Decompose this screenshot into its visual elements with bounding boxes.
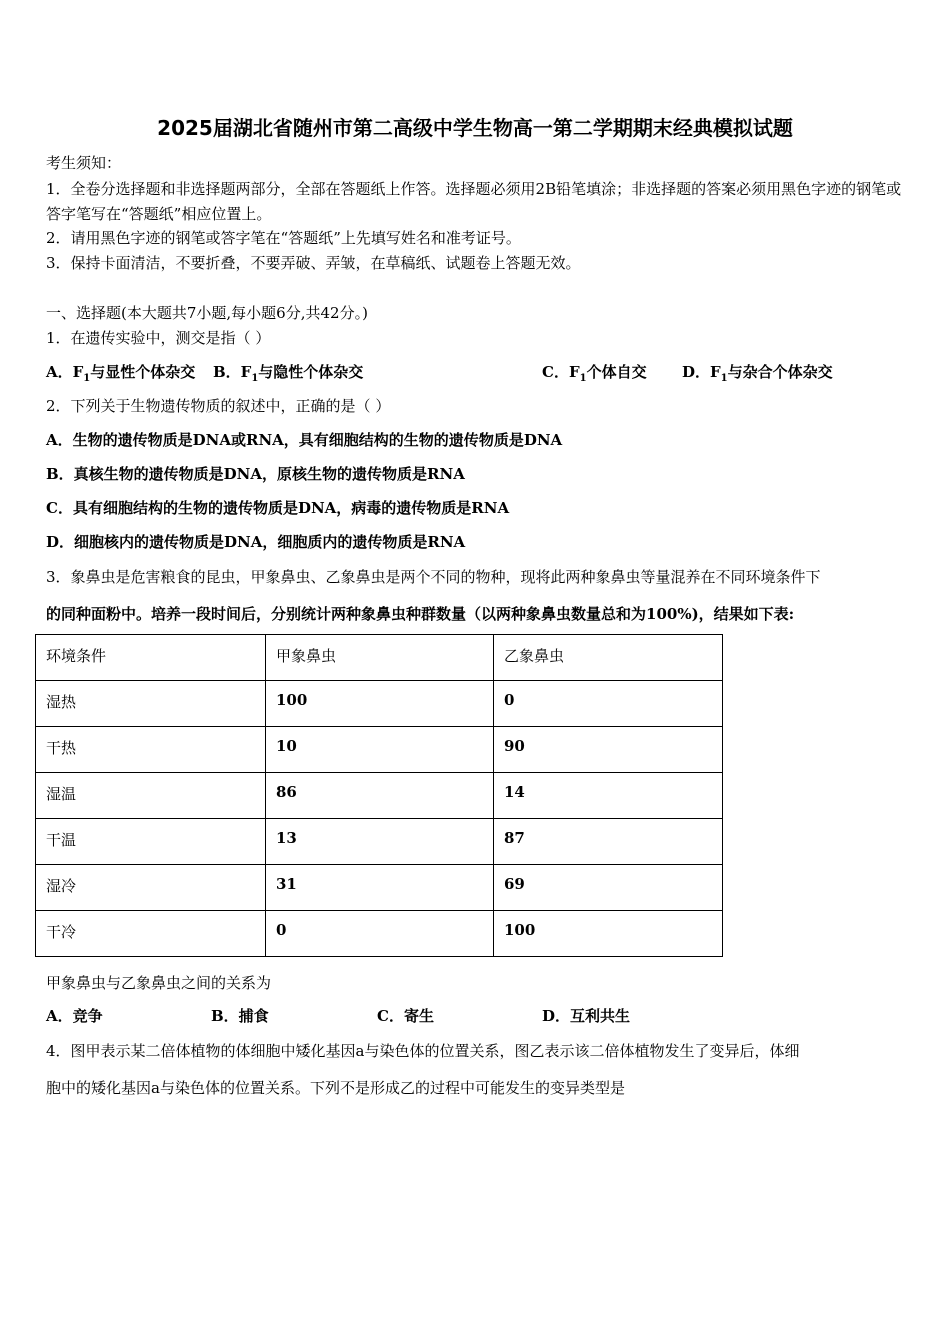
table-cell: 干冷 bbox=[36, 911, 266, 957]
table-cell: 69 bbox=[494, 865, 723, 911]
q1-option-d: D．$F_1$与杂合个体杂交 bbox=[682, 363, 833, 384]
q1-option-c: C．$F_1$个体自交 bbox=[542, 363, 647, 384]
q3-option-b: B．捕食 bbox=[211, 1007, 269, 1025]
table-row bbox=[36, 681, 723, 727]
q2-stem: 2．下列关于生物遗传物质的叙述中，正确的是（ ） bbox=[46, 397, 391, 415]
q4-stem-line1: 4．图甲表示某二倍体植物的体细胞中矮化基因a与染色体的位置关系，图乙表示该二倍体植物发生了变异后，体细 bbox=[46, 1042, 800, 1060]
q2-option-c: C．具有细胞结构的生物的遗传物质是DNA，病毒的遗传物质是RNA bbox=[46, 499, 510, 517]
table-cell: 86 bbox=[266, 773, 494, 819]
table-row bbox=[36, 727, 723, 773]
q1-options bbox=[46, 361, 906, 383]
table-cell: 13 bbox=[266, 819, 494, 865]
q3-option-d: D．互利共生 bbox=[542, 1007, 631, 1025]
q2-option-a: A．生物的遗传物质是DNA或RNA，具有细胞结构的生物的遗传物质是DNA bbox=[46, 431, 563, 449]
notice-heading: 考生须知： bbox=[46, 154, 122, 172]
table-cell: 0 bbox=[266, 911, 494, 957]
table-cell: 31 bbox=[266, 865, 494, 911]
table-cell: 14 bbox=[494, 773, 723, 819]
table-cell: 100 bbox=[266, 681, 494, 727]
q2-option-b: B．真核生物的遗传物质是DNA，原核生物的遗传物质是RNA bbox=[46, 465, 465, 483]
q1-option-b: B．$F_1$与隐性个体杂交 bbox=[213, 363, 364, 384]
section-heading: 一、选择题(本大题共7小题,每小题6分,共42分。) bbox=[46, 304, 368, 322]
q3-option-a: A．竞争 bbox=[46, 1007, 103, 1025]
notice-item-2: 2．请用黑色字迹的钢笔或答字笔在“答题纸”上先填写姓名和准考证号。 bbox=[46, 229, 521, 247]
table-cell: 87 bbox=[494, 819, 723, 865]
table-row bbox=[36, 911, 723, 957]
q1-stem: 1．在遗传实验中，测交是指（ ） bbox=[46, 329, 271, 347]
q3-options bbox=[46, 1005, 906, 1027]
table-cell: 干热 bbox=[36, 727, 266, 773]
q3-stem-line1: 3．象鼻虫是危害粮食的昆虫，甲象鼻虫、乙象鼻虫是两个不同的物种，现将此两种象鼻虫等量混养在不同环境条件下 bbox=[46, 568, 821, 586]
table-cell: 100 bbox=[494, 911, 723, 957]
table-header-cell: 甲象鼻虫 bbox=[266, 635, 494, 681]
table-row bbox=[36, 773, 723, 819]
table-header-row bbox=[36, 635, 723, 681]
q1-option-a: A．$F_1$与显性个体杂交 bbox=[46, 363, 196, 384]
table-header-cell: 环境条件 bbox=[36, 635, 266, 681]
results-table bbox=[35, 634, 723, 957]
page-title: 2025届湖北省随州市第二高级中学生物高一第二学期期末经典模拟试题 bbox=[157, 116, 793, 140]
q4-stem-line2: 胞中的矮化基因a与染色体的位置关系。下列不是形成乙的过程中可能发生的变异类型是 bbox=[46, 1079, 625, 1097]
q3-option-c: C．寄生 bbox=[377, 1007, 434, 1025]
q3-question: 甲象鼻虫与乙象鼻虫之间的关系为 bbox=[46, 974, 272, 992]
table-header-cell: 乙象鼻虫 bbox=[494, 635, 723, 681]
table-row bbox=[36, 819, 723, 865]
notice-item-1: 1．全卷分选择题和非选择题两部分，全部在答题纸上作答。选择题必须用2B铅笔填涂；非选择题的答案必须用黑色字迹的钢笔或答字笔写在“答题纸”相应位置上。 bbox=[46, 180, 902, 223]
table-cell: 10 bbox=[266, 727, 494, 773]
table-cell: 湿温 bbox=[36, 773, 266, 819]
table-cell: 湿冷 bbox=[36, 865, 266, 911]
table-cell: 干温 bbox=[36, 819, 266, 865]
q2-option-d: D．细胞核内的遗传物质是DNA，细胞质内的遗传物质是RNA bbox=[46, 533, 466, 551]
q3-stem-line2: 的同种面粉中。培养一段时间后，分别统计两种象鼻虫种群数量（以两种象鼻虫数量总和为100%)，结果如下表: bbox=[46, 605, 795, 623]
notice-item-3: 3．保持卡面清洁，不要折叠，不要弄破、弄皱，在草稿纸、试题卷上答题无效。 bbox=[46, 254, 581, 272]
table-cell: 90 bbox=[494, 727, 723, 773]
table-cell: 湿热 bbox=[36, 681, 266, 727]
table-cell: 0 bbox=[494, 681, 723, 727]
table-row bbox=[36, 865, 723, 911]
